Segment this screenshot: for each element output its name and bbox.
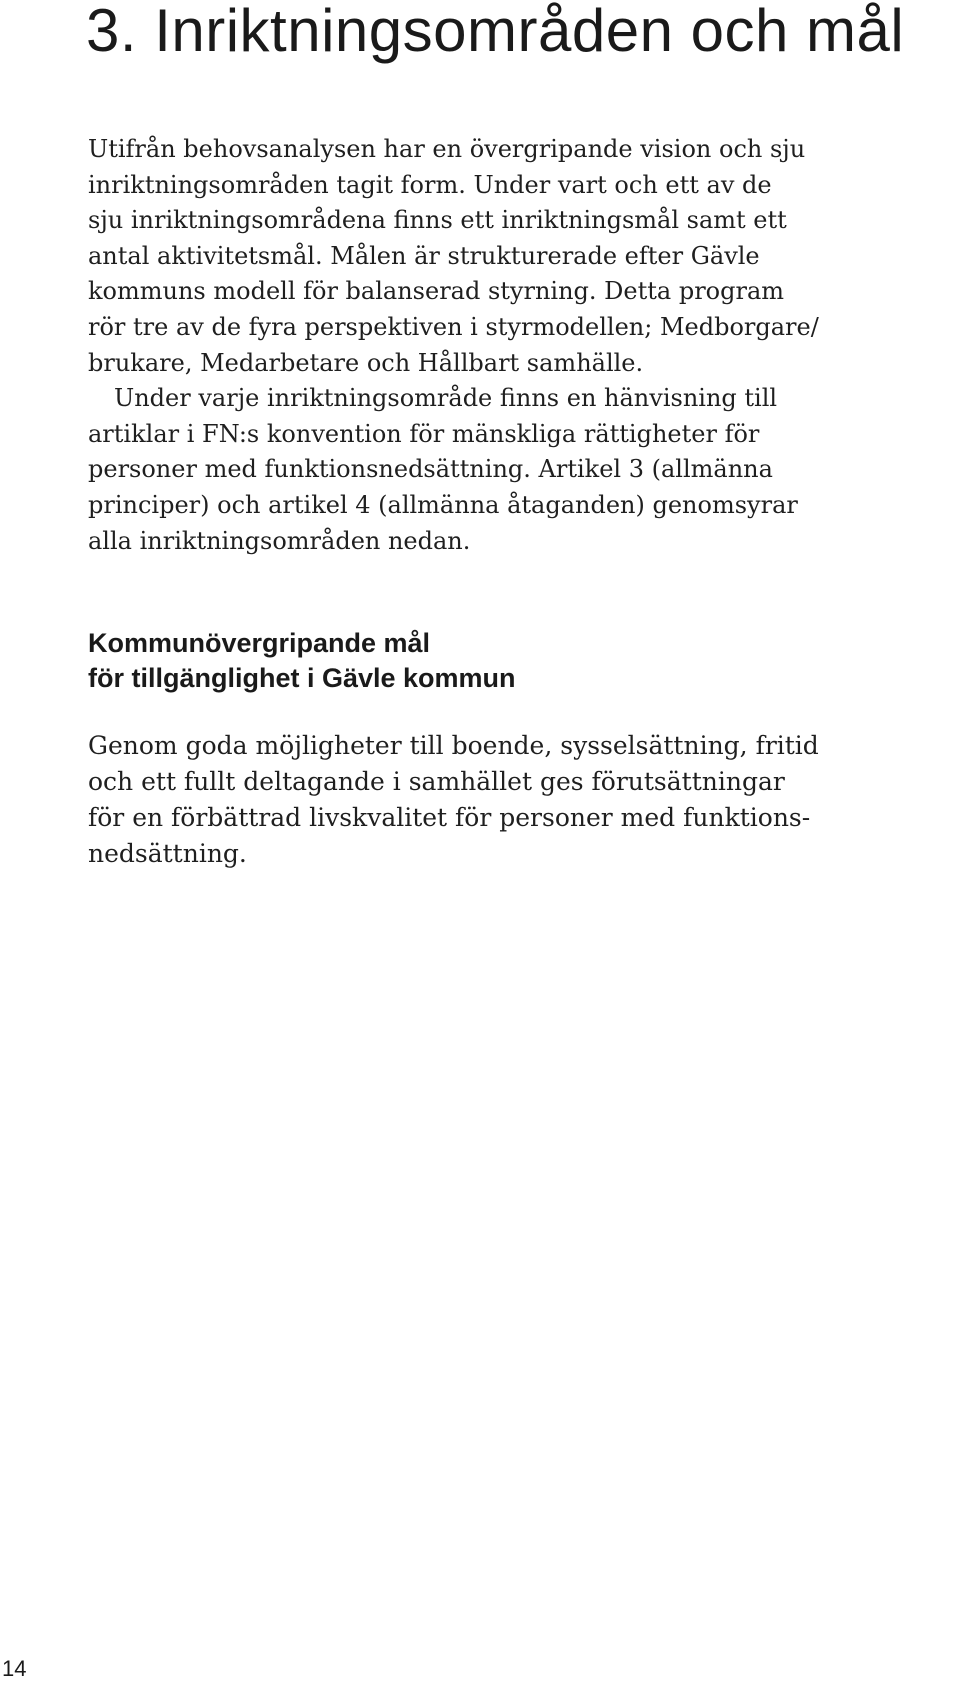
text-line: Under varje inriktningsområde finns en hänvisning till <box>114 384 778 413</box>
page-number: 14 <box>2 1656 27 1681</box>
text-line: brukare, Medarbetare och Hållbart samhälle. <box>88 348 644 377</box>
text-line: artiklar i FN:s konvention för mänskliga rättigheter för <box>88 419 760 448</box>
text-line: inriktningsområden tagit form. Under vart och ett av de <box>88 170 772 199</box>
text-line: rör tre av de fyra perspektiven i styrmodellen; Medborgare/ <box>88 312 819 341</box>
text-line: och ett fullt deltagande i samhället ges förutsättningar <box>88 767 785 796</box>
text-line: sju inriktningsområdena finns ett inriktningsmål samt ett <box>88 206 787 235</box>
text-line: Genom goda möjligheter till boende, sysselsättning, fritid <box>88 731 819 760</box>
text-line: personer med funktionsnedsättning. Artikel 3 (allmänna <box>88 455 773 484</box>
text-line: nedsättning. <box>88 839 247 868</box>
section-heading-line: för tillgänglighet i Gävle kommun <box>88 663 516 693</box>
text-line: Utifrån behovsanalysen har en övergripande vision och sju <box>88 135 806 163</box>
text-line: alla inriktningsområden nedan. <box>88 526 471 555</box>
text-line: kommuns modell för balanserad styrning. Detta program <box>88 277 785 306</box>
intro-text <box>88 132 888 559</box>
section-heading-line: Kommunövergripande mål <box>88 628 431 658</box>
section-text <box>88 728 888 872</box>
text-line: för en förbättrad livskvalitet för personer med funktions- <box>88 803 811 832</box>
page-title: 3. Inriktningsområden och mål <box>86 0 905 64</box>
text-line: principer) och artikel 4 (allmänna åtaganden) genomsyrar <box>88 490 798 519</box>
text-line: antal aktivitetsmål. Målen är strukturerade efter Gävle <box>88 241 760 270</box>
section-heading <box>88 626 516 696</box>
